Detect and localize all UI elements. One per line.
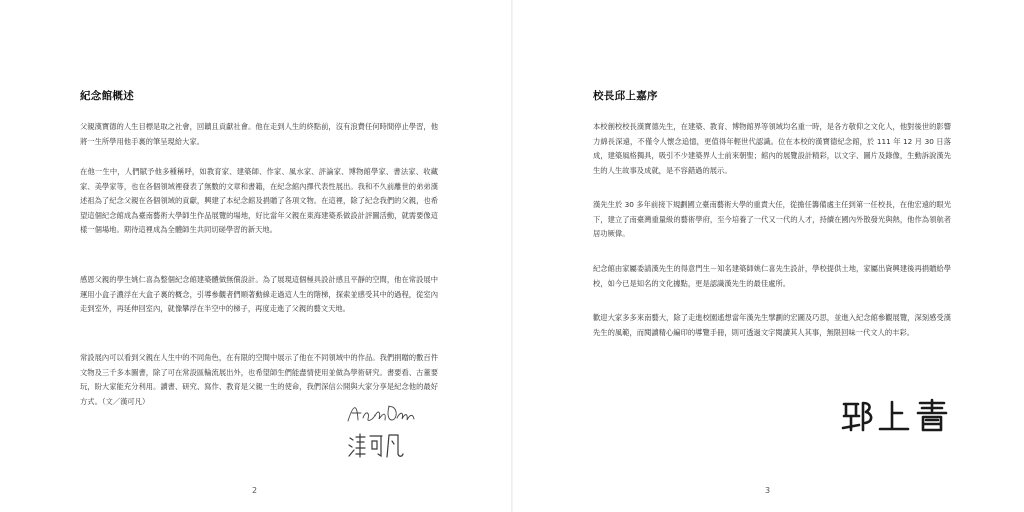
left-paragraph-2: 在他一生中，人們賦予他多種稱呼，如教育家、建築師、作家、風水家、評論家、博物館學家、書法家、收藏家、美學家等，也在各個領域裡發表了無數的文章和書籍，在紀念館內擇代表性展出。我和不久前離世的弟弟漢述祖為了紀念父親在各個領域的貢獻，興建了本紀念館及捐贈了各項文物。在這裡，除了紀念我們的父親，也希望這個紀念館成為臺南藝術大學師生作品展覽的場地，好比當年父親在東海建築系做設計評圖活動，就需要像這樣一個場地。期待這裡成為全體師生共同切磋學習的新天地。	[80, 167, 438, 235]
page-number-left: 2	[252, 486, 258, 495]
right-paragraph-1: 本校創校校長漢寶德先生，在建築、教育、博物館界等領域均名重一時，是各方敬仰之文化人，他對後世的影響力綿長深遠，不僅令人懷念追憶，更值得年輕世代認識。位在本校的漢寶德紀念館，於 111 年 12 月 30 日落成，建築風格獨具，吸引不少建築界人士前來朝聖；館內的展覽設計精彩，以文字、圖片及錄像，生動訴說漢先生的人生故事及成就，是不容錯過的展示。	[593, 122, 951, 175]
left-paragraph-1: 父親漢寶德的人生目標是取之社會，回饋且貢獻社會。他在走到人生的終點前，沒有浪費任何時間停止學習，他將一生所學用他手裏的筆呈現給大家。	[80, 122, 438, 146]
right-page	[512, 0, 1024, 512]
english-signature	[345, 400, 417, 428]
right-paragraph-4: 歡迎大家多多來南藝大，除了走進校園遙想當年漢先生擘劃的宏圖及巧思，並進入紀念館參觀展覽，深刻感受漢先生的風範，而閱讀精心編印的導覽手冊，則可透過文字閱讀其人其事，無限回味一代文人的丰彩。	[593, 313, 951, 337]
chinese-signature	[346, 430, 404, 460]
left-paragraph-4: 常設展內可以看到父親在人生中的不同角色，在有限的空間中展示了他在不同領域中的作品。我們捐贈的數百件文物及三千多本圖書，除了可在常設區輪流展出外，也希望師生們能盡情使用並做為學術研究。書要看、古董要玩，盼大家能充分利用。讀書、研究、寫作、教育是父親一生的使命，我們深信公開與大家分享是紀念他的最好方式。（文／漢可凡）	[80, 353, 438, 406]
left-paragraph-3: 感恩父親的學生姚仁喜為整個紀念館建築體做無償設計。為了展現這個極具設計感且平靜的空間，他在常設展中運用小盒子濃浮在大盒子裏的概念，引導參觀者們順著動線走過這人生的階梯，探索並感受其中的過程，從室內走到室外，再延伸回室內，就像攀浮在半空中的梯子，再度走進了父親的藝文天地。	[80, 275, 438, 314]
right-paragraph-2: 漢先生於 30 多年前接下規劃國立臺南藝術大學的重責大任，從擔任籌備處主任到第一任校長，在他宏遠的眼光下，建立了南臺灣重量級的藝術學府，至今培養了一代又一代的人才，持續在國內外散發光與熱，他作為領航者居功厥偉。	[593, 200, 951, 239]
page-number-right: 3	[765, 486, 771, 495]
left-page-heading: 紀念館概述	[80, 90, 134, 102]
principal-signature	[840, 398, 952, 434]
right-page-heading: 校長邱上嘉序	[593, 90, 658, 102]
right-paragraph-3: 紀念館由家屬委請漢先生的得意門生－知名建築師姚仁喜先生設計，學校提供土地，家屬出資興建後再捐贈給學校，如今已是知名的文化據點，更是認識漢先生的最佳處所。	[593, 264, 951, 288]
